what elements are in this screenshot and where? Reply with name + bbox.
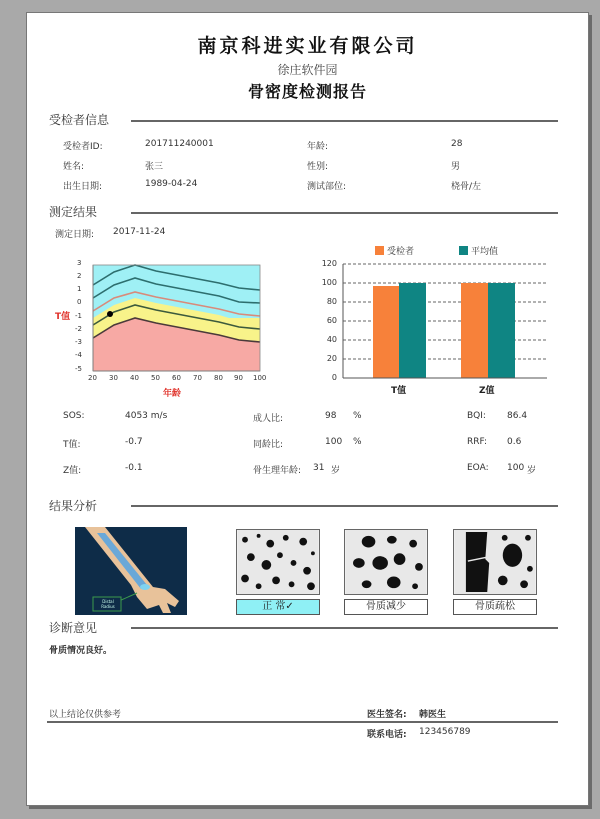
name-value: 张三 — [145, 162, 164, 172]
doctor-signature-label: 医生签名: — [367, 710, 407, 720]
bone-texture-osteopenia-icon — [344, 529, 428, 595]
rrf-label: RRF: — [467, 437, 488, 447]
section-title-diagnosis: 诊断意见 — [49, 621, 98, 635]
bone-state-osteoporosis — [453, 529, 537, 611]
footer-divider — [47, 721, 558, 723]
section-divider — [131, 627, 558, 629]
section-divider — [131, 120, 558, 122]
bone-age-unit: 岁 — [331, 466, 341, 476]
y-tick: 0 — [331, 373, 337, 382]
diagnosis-text: 骨质情况良好。 — [49, 646, 113, 656]
report-page — [26, 12, 589, 806]
doctor-signature-value: 韩医生 — [419, 710, 447, 720]
rrf-value: 0.6 — [507, 437, 522, 447]
x-axis-label: 年龄 — [163, 389, 182, 399]
patient-id-value: 201711240001 — [145, 139, 214, 149]
forearm-illustration — [75, 527, 187, 615]
x-tick: 90 — [234, 374, 243, 382]
test-site-label: 测试部位: — [307, 182, 347, 192]
section-divider — [131, 505, 558, 507]
y-tick: 2 — [77, 272, 82, 280]
bar-chart-svg — [309, 237, 559, 387]
age-match-ratio-unit: % — [353, 437, 362, 447]
birth-date-label: 出生日期: — [63, 182, 103, 192]
bone-state-osteopenia-label: 骨质减少 — [344, 599, 428, 615]
x-tick: 80 — [214, 374, 223, 382]
bqi-label: BQI: — [467, 411, 486, 421]
sos-value: 4053 m/s — [125, 411, 168, 421]
birth-date-value: 1989-04-24 — [145, 179, 198, 189]
y-tick: -3 — [75, 338, 82, 346]
section-divider — [131, 212, 558, 214]
comparison-bar-chart — [309, 237, 559, 396]
forearm-svg — [75, 527, 187, 615]
y-tick: -1 — [75, 312, 82, 320]
section-title-analysis: 结果分析 — [49, 499, 98, 513]
bone-texture-normal-icon — [236, 529, 320, 595]
eoa-label: EOA: — [467, 463, 489, 473]
patient-id-label: 受检者ID: — [63, 142, 103, 152]
adult-ratio-unit: % — [353, 411, 362, 421]
x-category-z: Z值 — [479, 386, 495, 396]
y-tick: -4 — [75, 351, 82, 359]
bone-state-osteoporosis-label: 骨质疏松 — [453, 599, 537, 615]
y-tick: 120 — [321, 259, 337, 268]
gender-label: 性别: — [307, 162, 329, 172]
arm-site-label: Distal Radius — [101, 599, 115, 609]
test-date-label: 测定日期: — [55, 230, 95, 240]
eoa-value: 100 — [507, 463, 525, 473]
x-tick: 60 — [172, 374, 181, 382]
bone-state-normal-label: 正 常✓ — [236, 599, 320, 615]
x-tick: 70 — [193, 374, 202, 382]
y-tick: 0 — [77, 298, 82, 306]
report-subtitle: 徐庄软件园 — [277, 63, 338, 77]
bqi-value: 86.4 — [507, 411, 528, 421]
bone-state-osteopenia — [344, 529, 428, 611]
company-name: 南京科进实业有限公司 — [197, 35, 418, 57]
y-tick: 100 — [321, 278, 337, 287]
x-tick: 100 — [253, 374, 267, 382]
age-match-ratio-label: 同龄比: — [253, 440, 284, 450]
y-tick: 60 — [326, 316, 337, 325]
y-tick: 1 — [77, 285, 82, 293]
y-axis-label: T值 — [55, 312, 71, 322]
legend-label: 平均值 — [471, 247, 499, 257]
bone-age-value: 31 — [313, 463, 325, 473]
adult-ratio-value: 98 — [325, 411, 337, 421]
report-title: 骨密度检测报告 — [247, 82, 367, 101]
disclaimer-text: 以上结论仅供参考 — [49, 710, 122, 720]
z-score-label: Z值: — [63, 466, 82, 476]
eoa-unit: 岁 — [527, 466, 537, 476]
z-score-value: -0.1 — [125, 463, 143, 473]
age-label: 年龄: — [307, 142, 329, 152]
adult-ratio-label: 成人比: — [253, 414, 284, 424]
t-score-value: -0.7 — [125, 437, 143, 447]
x-tick: 30 — [109, 374, 118, 382]
test-date-value: 2017-11-24 — [113, 227, 166, 237]
y-tick: -2 — [75, 325, 82, 333]
section-title-patient-info: 受检者信息 — [49, 113, 110, 127]
bone-age-label: 骨生理年龄: — [253, 466, 302, 476]
t-score-label: T值: — [63, 440, 81, 450]
phone-value: 123456789 — [419, 727, 471, 737]
test-site-value: 桡骨/左 — [451, 182, 482, 192]
phone-label: 联系电话: — [367, 730, 407, 740]
gender-value: 男 — [451, 162, 461, 172]
x-tick: 20 — [88, 374, 97, 382]
y-tick: 80 — [326, 297, 337, 306]
y-tick: 40 — [326, 335, 337, 344]
legend-label: 受检者 — [387, 247, 415, 257]
y-tick: 20 — [326, 354, 337, 363]
bone-state-normal — [236, 529, 320, 611]
x-tick: 50 — [151, 374, 160, 382]
age-value: 28 — [451, 139, 463, 149]
x-tick: 40 — [130, 374, 139, 382]
age-match-ratio-value: 100 — [325, 437, 343, 447]
t-score-age-chart — [55, 257, 275, 397]
y-tick: 3 — [77, 259, 82, 267]
y-tick: -5 — [75, 365, 82, 373]
x-category-t: T值 — [391, 386, 407, 396]
sos-label: SOS: — [63, 411, 85, 421]
name-label: 姓名: — [63, 162, 85, 172]
patient-point — [107, 311, 113, 317]
section-title-results: 测定结果 — [49, 205, 98, 219]
bone-texture-osteoporosis-icon — [453, 529, 537, 595]
